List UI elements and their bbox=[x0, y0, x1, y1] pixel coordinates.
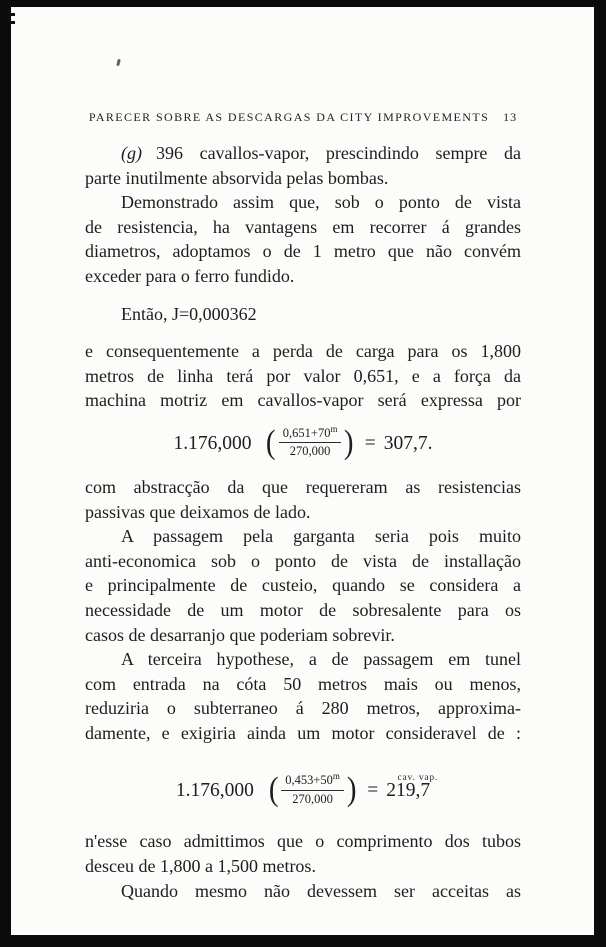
inline-equation: Então, J=0,000362 bbox=[121, 303, 257, 324]
display-formula-2 bbox=[85, 757, 521, 817]
scan-notch bbox=[11, 13, 15, 16]
close-paren: ) bbox=[346, 771, 357, 809]
paragraph-line: necessidade de um motor de sobresalente para os bbox=[85, 599, 521, 620]
page-paper bbox=[11, 7, 594, 935]
paragraph-line: damente, e exigiria ainda um motor consideravel de : bbox=[85, 722, 521, 743]
paragraph-line: parte inutilmente absorvida pelas bombas. bbox=[85, 167, 389, 188]
scan-notch bbox=[11, 21, 15, 24]
paragraph-line: reduziria o subterraneo á 280 metros, approxima- bbox=[85, 698, 521, 719]
equals-sign: = bbox=[367, 780, 379, 802]
paragraph-1 bbox=[85, 141, 521, 190]
paragraph-5 bbox=[85, 524, 521, 647]
paragraph-line: casos de desarranjo que poderiam sobrevir. bbox=[85, 624, 395, 645]
numerator-text: 0,453+50 bbox=[285, 773, 333, 788]
fraction-numerator bbox=[281, 773, 344, 791]
result-unit-label: cav. vap. bbox=[397, 773, 439, 784]
paragraph-6 bbox=[85, 647, 521, 745]
open-paren: ( bbox=[268, 771, 279, 809]
paragraph-line: desceu de 1,800 a 1,500 metros. bbox=[85, 856, 316, 877]
display-formula-1 bbox=[85, 423, 521, 465]
paragraph-4 bbox=[85, 475, 521, 524]
paragraph-line-text: 396 cavallos-vapor, prescindindo sempre da bbox=[156, 143, 521, 163]
paragraph-line: Demonstrado assim que, sob o ponto de vista bbox=[121, 192, 521, 213]
paragraph-line: diametros, adoptamos o de 1 metro que não convém bbox=[85, 241, 521, 262]
paragraph-line bbox=[85, 141, 521, 166]
fraction bbox=[281, 773, 344, 807]
paragraph-line: com entrada na cóta 50 metros mais ou menos, bbox=[85, 673, 521, 694]
formula-result: 219,7 bbox=[386, 780, 431, 802]
fraction-numerator bbox=[279, 423, 342, 444]
numerator-text: 0,651+70 bbox=[282, 425, 331, 440]
fraction-denominator: 270,000 bbox=[289, 444, 331, 459]
paragraph-line: e principalmente de custeio, quando se considera a bbox=[85, 575, 521, 596]
paragraph-line: exceder para o ferro fundido. bbox=[85, 265, 295, 286]
paragraph-line: A terceira hypothese, a de passagem em tunel bbox=[121, 649, 521, 670]
close-paren: ) bbox=[344, 423, 354, 461]
paragraph-line: machina motriz em cavallos-vapor será expressa por bbox=[85, 390, 521, 411]
paragraph-7 bbox=[85, 829, 521, 878]
paragraph-2 bbox=[85, 190, 521, 288]
paragraph-line: anti-economica sob o ponto de vista de installação bbox=[85, 550, 521, 571]
paragraph-line: passivas que deixamos de lado. bbox=[85, 501, 311, 522]
page-number: 13 bbox=[503, 110, 518, 124]
scan-artifact bbox=[116, 59, 121, 67]
equals-sign: = bbox=[364, 432, 376, 454]
numerator-superscript: m bbox=[332, 771, 340, 782]
formula-result: 307,7. bbox=[383, 432, 433, 454]
paragraph-line: Quando mesmo não devessem ser acceitas as bbox=[121, 880, 521, 901]
fraction bbox=[279, 423, 342, 460]
paragraph-lead-italic: (g) bbox=[121, 143, 142, 163]
formula-coefficient: 1.176,000 bbox=[173, 432, 252, 454]
open-paren: ( bbox=[266, 423, 276, 461]
paragraph-line: de resistencia, ha vantagens em recorrer á grandes bbox=[85, 216, 521, 237]
formula-coefficient: 1.176,000 bbox=[175, 780, 254, 802]
paragraph-line: A passagem pela garganta seria pois muito bbox=[121, 526, 521, 547]
body-text bbox=[85, 141, 521, 903]
paragraph-3 bbox=[85, 339, 521, 413]
text-column bbox=[85, 110, 521, 903]
fraction-denominator: 270,000 bbox=[292, 791, 333, 806]
paragraph-line: com abstracção da que requereram as resistencias bbox=[85, 476, 521, 497]
paragraph-line: n'esse caso admittimos que o comprimento dos tubos bbox=[85, 831, 521, 852]
running-header-title: PARECER SOBRE AS DESCARGAS DA CITY IMPROVEMENTS bbox=[88, 110, 490, 124]
paragraph-8 bbox=[85, 879, 521, 904]
paragraph-line: e consequentemente a perda de carga para os 1,800 bbox=[85, 341, 521, 362]
running-header bbox=[85, 110, 521, 125]
paragraph-line: metros de linha terá por valor 0,651, e a força da bbox=[85, 365, 521, 386]
numerator-superscript: m bbox=[330, 423, 338, 434]
